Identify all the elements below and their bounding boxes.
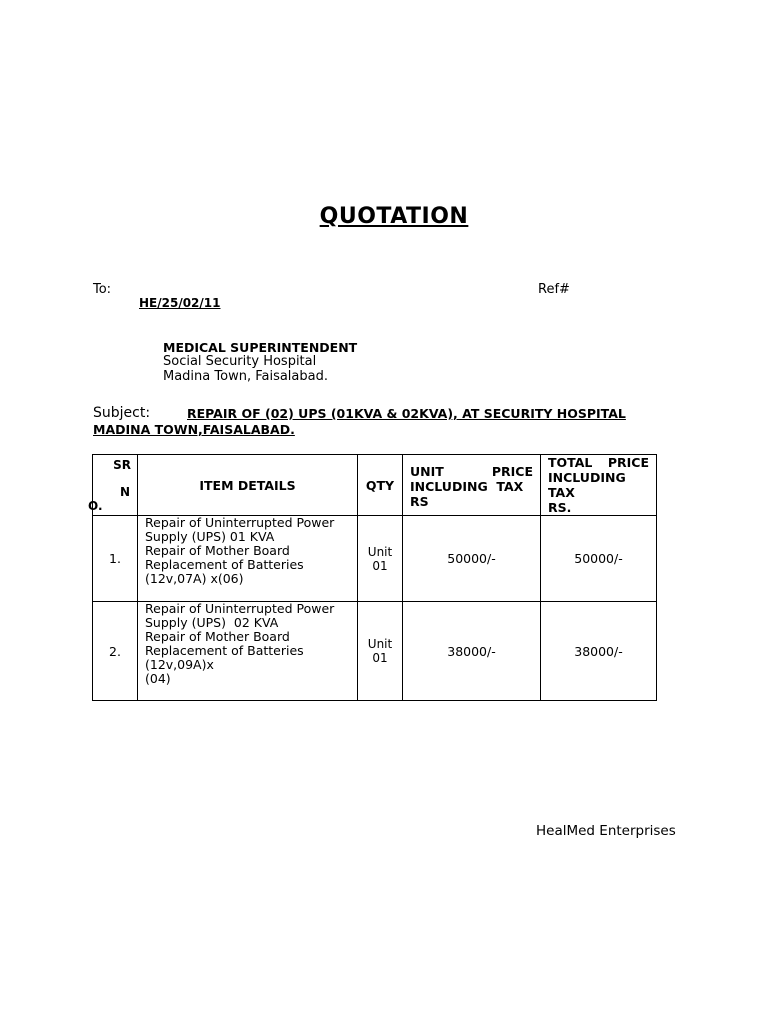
recipient-designation: MEDICAL SUPERINTENDENT bbox=[163, 340, 358, 355]
header-unit-price-line-1 bbox=[403, 462, 540, 479]
header-sr bbox=[88, 455, 138, 516]
header-total-word: TOTAL bbox=[548, 455, 593, 470]
header-unit-word: UNIT bbox=[410, 463, 444, 479]
row-qty bbox=[358, 516, 403, 602]
recipient-address: Madina Town, Faisalabad. bbox=[163, 369, 328, 384]
row-qty-value: 01 bbox=[372, 651, 388, 665]
row-qty-unit: Unit bbox=[367, 544, 393, 559]
company-name: HealMed Enterprises bbox=[536, 823, 676, 839]
item-detail-line: (04) bbox=[145, 671, 171, 686]
row-unit-price: 50000/- bbox=[403, 516, 541, 602]
row-item-details bbox=[138, 602, 358, 701]
row-qty-value: 01 bbox=[372, 558, 388, 573]
quotation-table bbox=[88, 454, 657, 701]
header-total-price-word: PRICE bbox=[607, 455, 649, 470]
table-header-row bbox=[93, 455, 657, 516]
ref-number: HE/25/02/11 bbox=[139, 296, 221, 310]
subject-line-1: REPAIR OF (02) UPS (01KVA & 02KVA), AT SECURITY HOSPITAL bbox=[187, 406, 626, 421]
item-detail-line: Supply (UPS) 02 KVA bbox=[145, 615, 279, 630]
row-item-details bbox=[138, 516, 358, 602]
row-qty-unit: Unit bbox=[367, 637, 393, 651]
header-unit-price-line-3: RS bbox=[410, 493, 429, 509]
header-sr-line-3: O. bbox=[88, 499, 103, 513]
item-detail-line: (12v,09A)x bbox=[145, 657, 214, 672]
header-unit-price-line-2: INCLUDING TAX bbox=[410, 478, 524, 494]
recipient-organization: Social Security Hospital bbox=[163, 354, 317, 369]
document-title: QUOTATION bbox=[319, 204, 469, 229]
row-sr: 2. bbox=[93, 602, 138, 701]
header-sr-line-1: SR bbox=[113, 458, 131, 472]
header-price-word: PRICE bbox=[491, 463, 533, 479]
subject-line-2: MADINA TOWN,FAISALABAD. bbox=[93, 422, 295, 437]
table-row bbox=[93, 602, 657, 701]
header-sr-line-2: N bbox=[119, 485, 130, 499]
to-label: To: bbox=[93, 282, 112, 297]
row-qty bbox=[358, 602, 403, 701]
item-detail-line: (12v,07A) x(06) bbox=[145, 571, 244, 586]
item-detail-line: Repair of Uninterrupted Power bbox=[145, 515, 335, 530]
header-qty: QTY bbox=[358, 455, 403, 516]
item-detail-line: Supply (UPS) 01 KVA bbox=[145, 529, 275, 544]
item-detail-line: Replacement of Batteries bbox=[145, 643, 304, 658]
header-total-price-line-2: INCLUDING bbox=[548, 470, 626, 485]
row-sr: 1. bbox=[93, 516, 138, 602]
table-row bbox=[93, 516, 657, 602]
header-total-price-line-4: RS. bbox=[548, 500, 572, 515]
header-unit-price bbox=[403, 455, 541, 516]
row-total-price: 38000/- bbox=[541, 602, 657, 701]
item-detail-line: Repair of Mother Board bbox=[145, 629, 290, 644]
item-detail-line: Repair of Mother Board bbox=[145, 543, 290, 558]
item-detail-line: Repair of Uninterrupted Power bbox=[145, 601, 335, 616]
subject-label: Subject: bbox=[93, 405, 151, 421]
ref-label: Ref# bbox=[538, 282, 570, 297]
row-total-price: 50000/- bbox=[541, 516, 657, 602]
header-total-price bbox=[541, 455, 657, 516]
header-total-price-line-1 bbox=[541, 455, 656, 470]
row-unit-price: 38000/- bbox=[403, 602, 541, 701]
header-total-price-line-3: TAX bbox=[548, 485, 575, 500]
header-item-details: ITEM DETAILS bbox=[138, 455, 358, 516]
item-detail-line: Replacement of Batteries bbox=[145, 557, 304, 572]
